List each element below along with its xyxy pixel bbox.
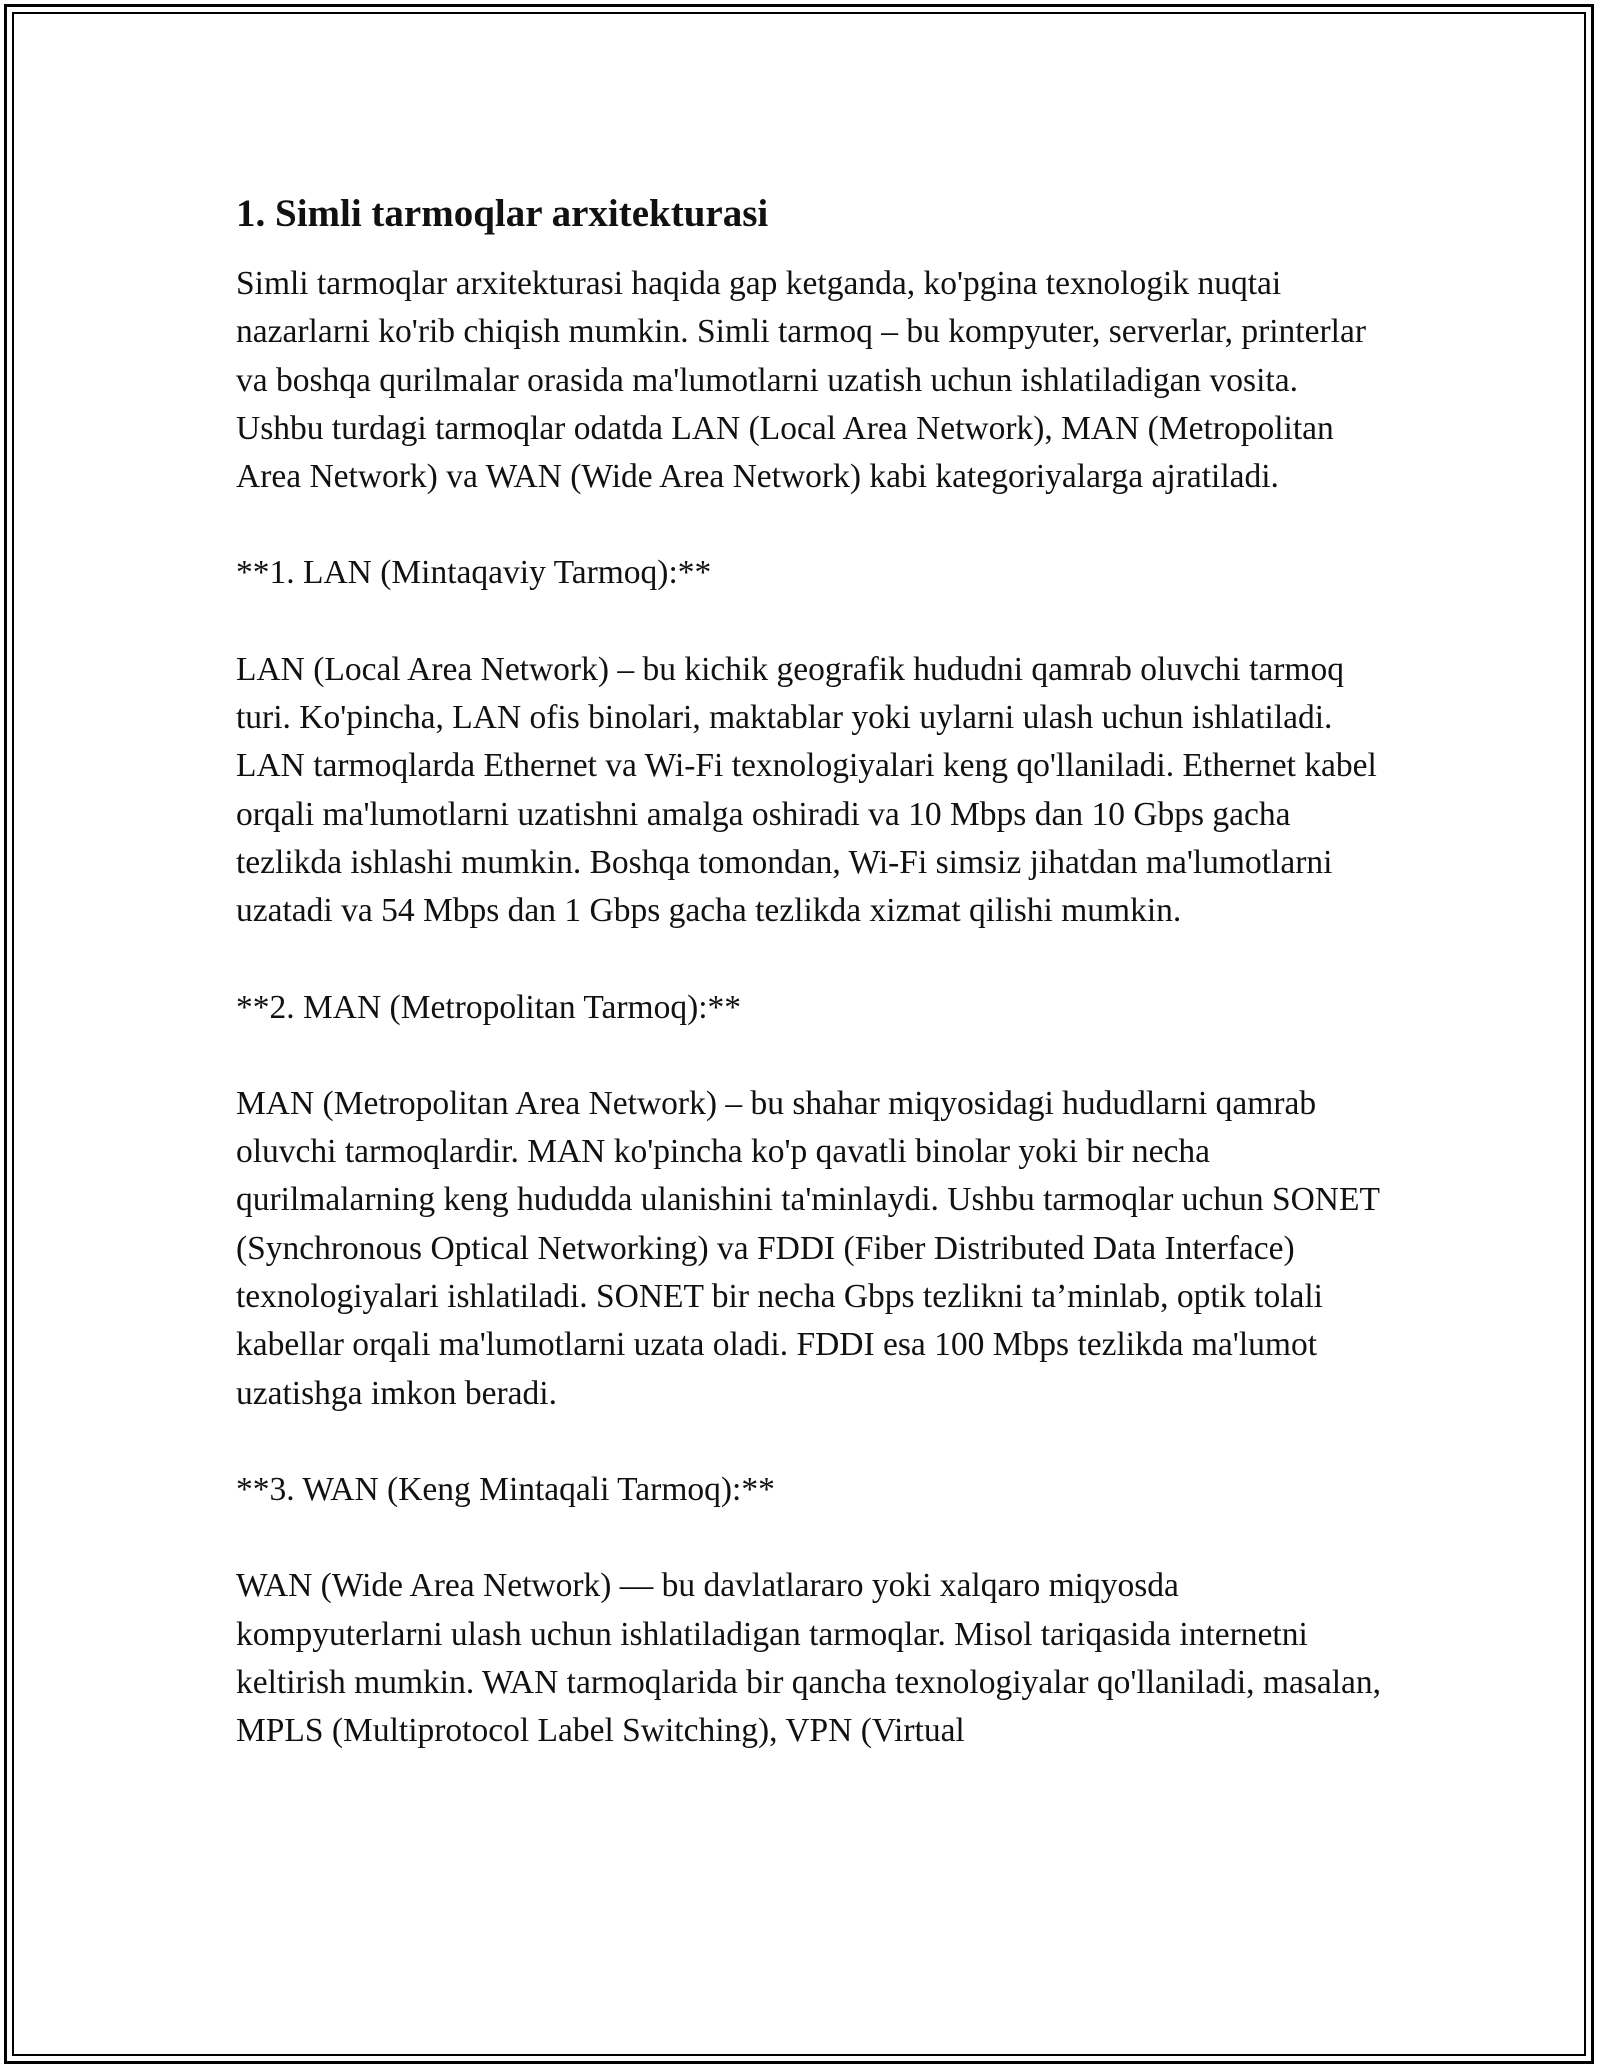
lan-paragraph: LAN (Local Area Network) – bu kichik geografik hududni qamrab oluvchi tarmoq turi. Ko'pincha, LAN ofis binolari, maktablar yoki uylarni ulash uchun ishlatiladi. LAN tarmoqlarda Ethernet va Wi-Fi texnologiyalari keng qo'llaniladi. Ethernet kabel orqali ma'lumotlarni uzatishni amalga oshiradi va 10 Mbps dan 10 Gbps gacha tezlikda ishlashi mumkin. Boshqa tomondan, Wi-Fi simsiz jihatdan ma'lumotlarni uzatadi va 54 Mbps dan 1 Gbps gacha tezlikda xizmat qilishi mumkin. <box>236 650 1377 930</box>
intro-paragraph: Simli tarmoqlar arxitekturasi haqida gap ketganda, ko'pgina texnologik nuqtai nazarlarni ko'rib chiqish mumkin. Simli tarmoq – bu kompyuter, serverlar, printerlar va boshqa qurilmalar orasida ma'lumotlarni uzatish uchun ishlatiladigan vosita. Ushbu turdagi tarmoqlar odatda LAN (Local Area Network), MAN (Metropolitan Area Network) va WAN (Wide Area Network) kabi kategoriyalarga ajratiladi. <box>236 265 1366 496</box>
section-heading: 1. Simli tarmoqlar arxitekturasi <box>236 192 769 235</box>
document-body <box>236 188 1386 1803</box>
man-subheading: **2. MAN (Metropolitan Tarmoq):** <box>236 988 742 1026</box>
man-paragraph: MAN (Metropolitan Area Network) – bu shahar miqyosidagi hududlarni qamrab oluvchi tarmoqlardir. MAN ko'pincha ko'p qavatli binolar yoki bir necha qurilmalarning keng hududda ulanishini ta'minlaydi. Ushbu tarmoqlar uchun SONET (Synchronous Optical Networking) va FDDI (Fiber Distributed Data Interface) texnologiyalari ishlatiladi. SONET bir necha Gbps tezlikni ta’minlab, optik tolali kabellar orqali ma'lumotlarni uzata oladi. FDDI esa 100 Mbps tezlikda ma'lumot uzatishga imkon beradi. <box>236 1084 1380 1412</box>
wan-subheading: **3. WAN (Keng Mintaqali Tarmoq):** <box>236 1470 775 1508</box>
wan-paragraph: WAN (Wide Area Network) — bu davlatlararo yoki xalqaro miqyosda kompyuterlarni ulash uchun ishlatiladigan tarmoqlar. Misol tariqasida internetni keltirish mumkin. WAN tarmoqlarida bir qancha texnologiyalar qo'llaniladi, masalan, MPLS (Multiprotocol Label Switching), VPN (Virtual <box>236 1567 1382 1750</box>
lan-subheading: **1. LAN (Mintaqaviy Tarmoq):** <box>236 554 712 592</box>
